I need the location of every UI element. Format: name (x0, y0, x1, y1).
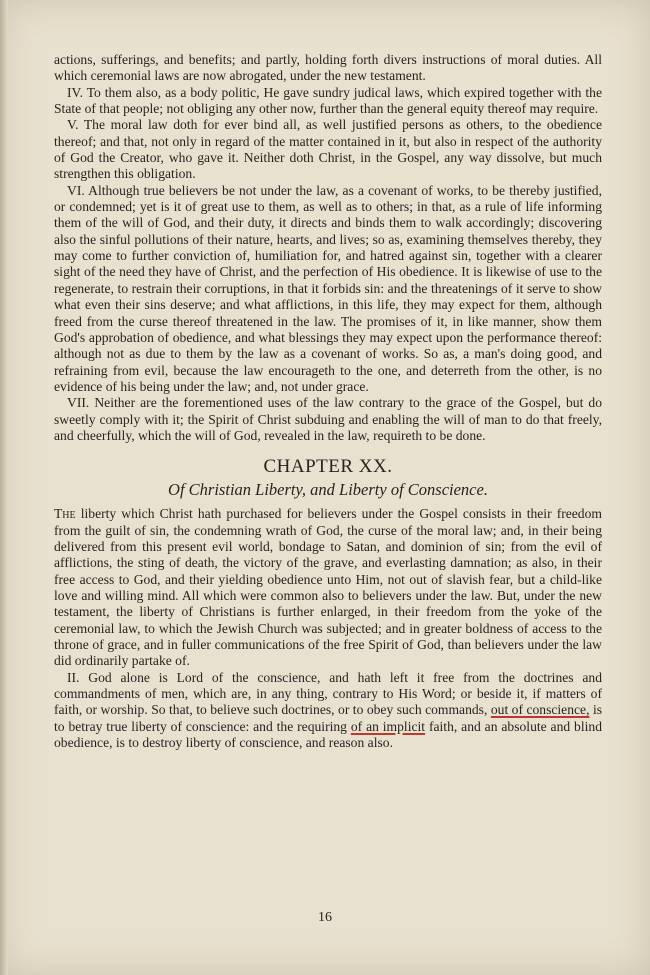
paragraph-text: To them also, as a body politic, He gave sundry judical laws, which expired together with the State of that people; not obliging any other now, further than the general equity thereof may require. (54, 84, 602, 117)
paragraph-text: Neither are the forementioned uses of the law contrary to the grace of the Gospel, but do sweetly comply with it; the Spirit of Christ subduing and enabling the will of man to do that freely, and cheerfully, which the will of God, revealed in the law, requireth to be done. (54, 395, 602, 443)
chapter-paragraph-ii (54, 670, 602, 752)
paragraph-vi (54, 183, 602, 395)
section-number: VII. (67, 395, 90, 411)
section-number: IV. (67, 84, 83, 100)
chapter-subtitle: Of Christian Liberty, and Liberty of Conscience. (168, 480, 488, 500)
paragraph-text: God alone is Lord of the conscience, and hath left it free from the doctrines and commandments of men, which are, in any thing, contrary to His Word; or beside it, if matters of faith, or worship. So that, to believe such doctrines, or to obey such commands, (54, 669, 602, 718)
paragraph-text: is to betray true liberty of conscience: and the requiring (54, 702, 603, 734)
section-number: V. (67, 117, 79, 133)
underlined-phrase: of an implicit (350, 718, 426, 734)
page-body (54, 52, 602, 751)
section-number: II. (67, 669, 80, 685)
paragraph-text: liberty which Christ hath purchased for believers under the Gospel consists in their freedom from the guilt of sin, the condemning wrath of God, the curse of the moral law; and, in their being delivered from this present evil world, bondage to Satan, and dominion of sin; from the evil of afflictions, the sting of death, the victory of the grave, and everlasting damnation; as also, in their free access to God, and their yielding obedience unto Him, not out of slavish fear, but a child-like love and willing mind. All which were common also to believers under the law. But, under the new testament, the liberty of Christians is further enlarged, in their freedom from the yoke of the ceremonial law, to which the Jewish Church was subjected; and in greater boldness of access to the throne of grace, and in fuller communications of the free Spirit of God, than believers under the law did ordinarily partake of. (54, 506, 602, 669)
paragraph-text: The moral law doth for ever bind all, as well justified persons as others, to the obedience thereof; and that, not only in regard of the matter contained in it, but also in respect of the authority of God the Creator, who gave it. Neither doth Christ, in the Gospel, any way dissolve, but much strengthen this obligation. (54, 117, 602, 182)
lead-word: The (54, 506, 76, 522)
paragraph-continuation: actions, sufferings, and benefits; and partly, holding forth divers instructions of moral duties. All which ceremonial laws are now abrogated, under the new testament. (54, 52, 602, 84)
chapter-paragraph-i (54, 506, 602, 669)
paragraph-text: faith, and an absolute and blind obedience, is to destroy liberty of conscience, and reason also. (54, 718, 602, 751)
page-gutter (0, 0, 8, 975)
page-number: 16 (318, 910, 332, 925)
chapter-heading: CHAPTER XX. (263, 456, 393, 478)
paragraph-vii (54, 395, 602, 444)
section-number: VI. (67, 182, 85, 198)
paragraph-text: Although true believers be not under the law, as a covenant of works, to be thereby justified, or condemned; yet is it of great use to them, as well as to others; in that, as a rule of life informing them of the will of God, and their duty, it directs and binds them to walk accordingly; discovering also the sinful pollutions of their nature, hearts, and lives; so as, examining themselves thereby, they may come to further conviction of, humiliation for, and hatred against sin, together with a clearer sight of the need they have of Christ, and the perfection of His obedience. It is likewise of use to the regenerate, to restrain their corruptions, in that it forbids sin: and the threatenings of it serve to show what even their sins deserve; and what afflictions, in this life, they may expect for them, although freed from the curse thereof threatened in the law. The promises of it, in like manner, show them God's approbation of obedience, and what blessings they may expect upon the performance thereof: although not as due to them by the law as a covenant of works. So as, a man's doing good, and refraining from evil, because the law encourageth to the one, and deterreth from the other, is no evidence of his being under the law; and, not under grace. (54, 182, 602, 394)
paragraph-v (54, 117, 602, 182)
underlined-phrase: out of conscience, (490, 702, 590, 718)
paragraph-iv (54, 85, 602, 118)
